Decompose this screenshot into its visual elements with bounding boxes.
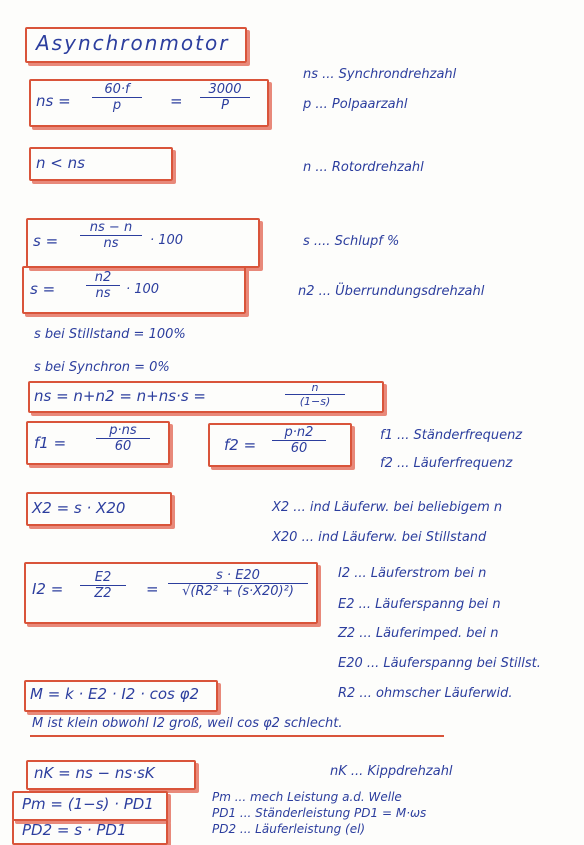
fraction-numerator: ns − n bbox=[80, 220, 142, 236]
definition-i2: I2 ... Läuferstrom bei n bbox=[338, 566, 487, 581]
formula-n-less-ns: n < ns bbox=[36, 154, 85, 172]
fraction-numerator: s · E20 bbox=[168, 568, 308, 584]
formula-s-fraction bbox=[80, 220, 142, 251]
text-s-synchron: s bei Synchron = 0% bbox=[34, 360, 170, 375]
formula-f2-fraction bbox=[272, 425, 326, 456]
formula-nk: nK = ns − ns·sK bbox=[34, 764, 155, 782]
formula-s-box bbox=[26, 218, 260, 268]
definition-p: p ... Polpaarzahl bbox=[303, 97, 408, 112]
fraction-denominator: p bbox=[112, 98, 122, 113]
formula-m: M = k · E2 · I2 · cos φ2 bbox=[30, 685, 200, 703]
formula-f2-lhs: f2 = bbox=[224, 436, 257, 454]
formula-ns-fraction-1 bbox=[92, 82, 142, 113]
definition-ns: ns ... Synchrondrehzahl bbox=[303, 67, 457, 82]
formula-s-lhs: s = bbox=[33, 232, 59, 250]
formula-s2-fraction bbox=[86, 270, 120, 301]
definition-e20: E20 ... Läuferspanng bei Stillst. bbox=[338, 656, 541, 671]
formula-ns-sum: ns = n+n2 = n+ns·s = bbox=[34, 387, 206, 405]
formula-s2-lhs: s = bbox=[30, 280, 56, 298]
text-s-stillstand: s bei Stillstand = 100% bbox=[34, 327, 186, 342]
definition-e2: E2 ... Läuferspanng bei n bbox=[338, 597, 501, 612]
formula-ns-sum-fraction bbox=[285, 381, 345, 408]
definition-x20: X20 ... ind Läuferw. bei Stillstand bbox=[272, 530, 487, 545]
note-underline bbox=[30, 735, 444, 737]
definition-z2: Z2 ... Läuferimped. bei n bbox=[338, 626, 499, 641]
formula-f1-lhs: f1 = bbox=[34, 434, 67, 452]
definition-pd1: PD1 ... Ständerleistung PD1 = M·ωs bbox=[212, 806, 427, 820]
formula-pm: Pm = (1−s) · PD1 bbox=[22, 795, 154, 813]
definition-nk: nK ... Kippdrehzahl bbox=[330, 764, 453, 779]
fraction-denominator: P bbox=[221, 98, 229, 113]
fraction-numerator: n bbox=[285, 381, 345, 395]
fraction-numerator: p·n2 bbox=[272, 425, 326, 441]
fraction-numerator: 60·f bbox=[92, 82, 142, 98]
note-m: M ist klein obwohl I2 groß, weil cos φ2 schlecht. bbox=[32, 716, 343, 731]
definition-f2: f2 ... Läuferfrequenz bbox=[380, 456, 513, 471]
formula-ns-equals: = bbox=[170, 92, 183, 110]
definition-x2: X2 ... ind Läuferw. bei beliebigem n bbox=[272, 500, 503, 515]
formula-x2: X2 = s · X20 bbox=[32, 499, 126, 517]
fraction-denominator: 60 bbox=[290, 441, 308, 456]
definition-r2: R2 ... ohmscher Läuferwid. bbox=[338, 686, 513, 701]
definition-n: n ... Rotordrehzahl bbox=[303, 160, 424, 175]
formula-ns-lhs: ns = bbox=[36, 92, 71, 110]
fraction-denominator: Z2 bbox=[94, 586, 112, 601]
definition-pm: Pm ... mech Leistung a.d. Welle bbox=[212, 790, 402, 804]
formula-ns-fraction-2 bbox=[200, 82, 250, 113]
formula-i2-equals: = bbox=[146, 580, 159, 598]
formula-s-tail: · 100 bbox=[150, 233, 184, 248]
definition-n2: n2 ... Überrundungsdrehzahl bbox=[298, 284, 485, 299]
formula-f1-fraction bbox=[96, 423, 150, 454]
formula-s2-tail: · 100 bbox=[126, 282, 160, 297]
definition-pd2: PD2 ... Läuferleistung (el) bbox=[212, 822, 366, 836]
fraction-denominator: ns bbox=[95, 286, 111, 301]
fraction-denominator: ns bbox=[103, 236, 119, 251]
formula-i2-fraction-1 bbox=[80, 570, 126, 601]
page-title: Asynchronmotor bbox=[36, 31, 230, 55]
formula-i2-lhs: I2 = bbox=[32, 580, 64, 598]
fraction-numerator: p·ns bbox=[96, 423, 150, 439]
fraction-denominator: 60 bbox=[114, 439, 132, 454]
fraction-denominator: (1−s) bbox=[299, 395, 331, 408]
fraction-numerator: E2 bbox=[80, 570, 126, 586]
definition-s: s .... Schlupf % bbox=[303, 234, 400, 249]
fraction-numerator: n2 bbox=[86, 270, 120, 286]
fraction-denominator: √(R2² + (s·X20)²) bbox=[182, 584, 294, 599]
formula-i2-fraction-2 bbox=[168, 568, 308, 599]
definition-f1: f1 ... Ständerfrequenz bbox=[380, 428, 523, 443]
formula-pd2: PD2 = s · PD1 bbox=[22, 821, 127, 839]
fraction-numerator: 3000 bbox=[200, 82, 250, 98]
